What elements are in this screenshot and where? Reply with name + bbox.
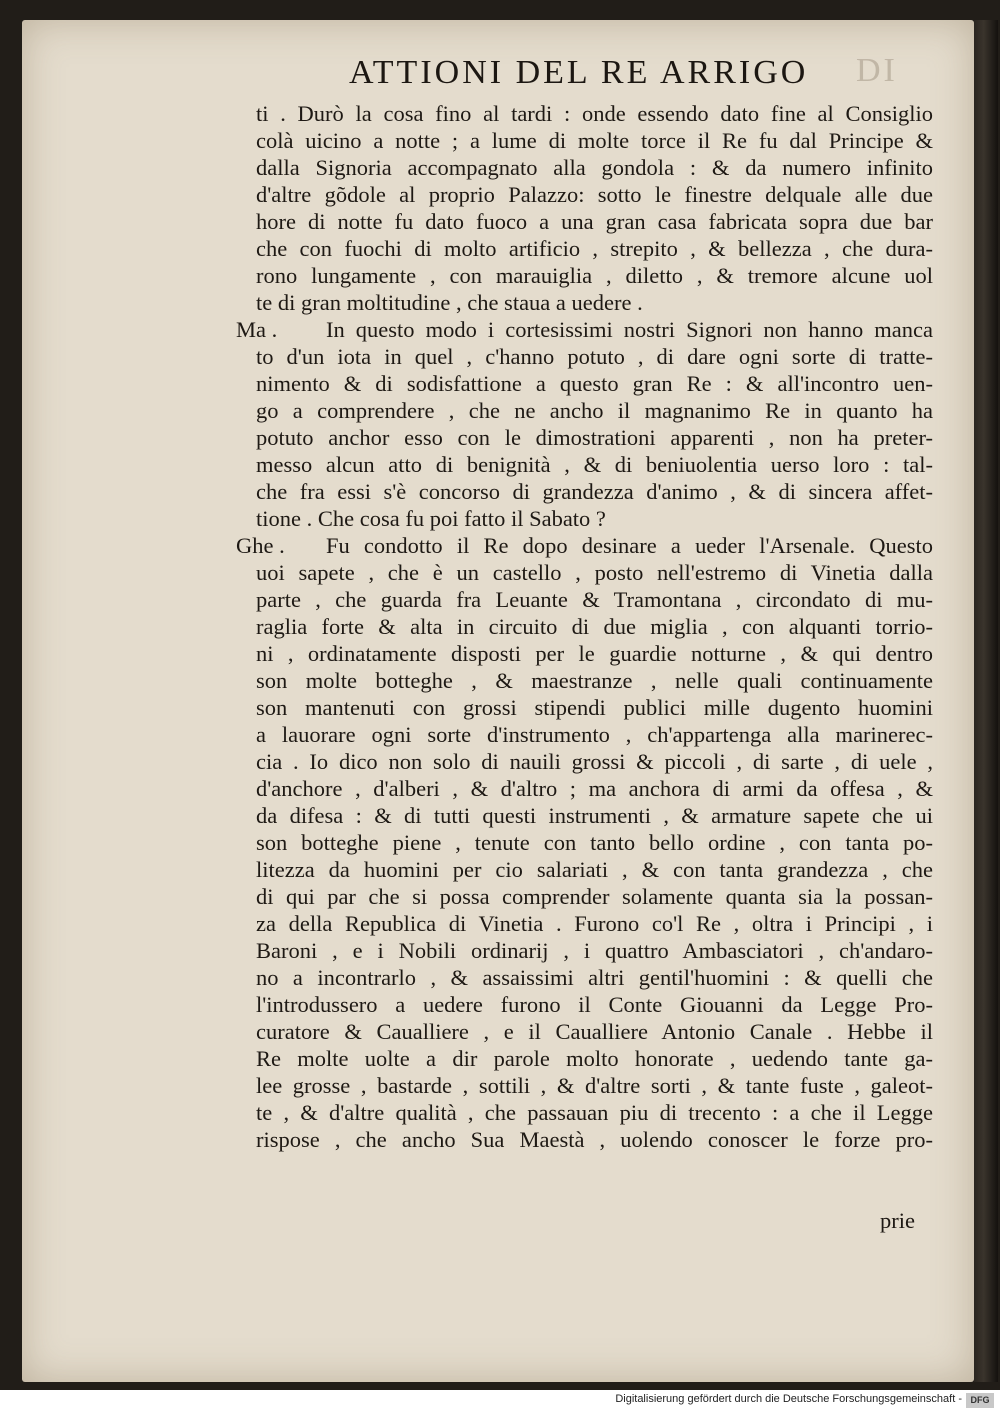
text-line: potuto anchor esso con le dimostrationi apparenti , non ha preter- — [256, 425, 933, 450]
text-line: parte , che guarda fra Leuante & Tramontana , circondato di mu- — [256, 587, 933, 612]
text-line: to d'un iota in quel , c'hanno potuto , di dare ogni sorte di tratte- — [256, 344, 933, 369]
text-line: raglia forte & alta in circuito di due miglia , con alquanti torrio- — [256, 614, 933, 639]
text-line: a lauorare ogni sorte d'instrumento , ch'appartenga alla marinerec- — [256, 722, 933, 747]
footer-bar — [0, 1390, 1000, 1411]
text-line: l'introdussero a uedere furono il Conte Giouanni da Legge Pro- — [256, 992, 933, 1017]
text-line: no a incontrarlo , & assaissimi altri gentil'huomini : & quelli che — [256, 965, 933, 990]
text-line: d'altre gõdole al proprio Palazzo: sotto le finestre delquale alle due — [256, 182, 933, 207]
speaker-label: Ma . — [236, 317, 278, 342]
text-line: uoi sapete , che è un castello , posto nell'estremo di Vinetia dalla — [256, 560, 933, 585]
text-line: da difesa : & di tutti questi instrumenti , & armature sapete che ui — [256, 803, 933, 828]
text-line: Fu condotto il Re dopo desinare a ueder l'Arsenale. Questo — [326, 533, 933, 558]
text-line: ni , ordinatamente disposti per le guardie notturne , & qui dentro — [256, 641, 933, 666]
speaker-label: Ghe . — [236, 533, 285, 558]
text-line: messo alcun atto di benignità , & di beniuolentia uerso loro : tal- — [256, 452, 933, 477]
text-line: son botteghe piene , tenute con tanto bello ordine , con tanta po- — [256, 830, 933, 855]
text-line: te , & d'altre qualità , che passauan piu di trecento : a che il Legge — [256, 1100, 933, 1125]
dfg-logo-icon: DFG — [966, 1393, 994, 1408]
text-line: che fra essi s'è concorso di grandezza d'animo , & di sincera affet- — [256, 479, 933, 504]
text-line: rispose , che ancho Sua Maestà , uolendo conoscer le forze pro- — [256, 1127, 933, 1152]
text-line: cia . Io dico non solo di nauili grossi & piccoli , di sarte , di uele , — [256, 749, 933, 774]
text-line: d'anchore , d'alberi , & d'altro ; ma anchora di armi da offesa , & — [256, 776, 933, 801]
catchword: prie — [880, 1208, 915, 1233]
text-line: ti . Durò la cosa fino al tardi : onde essendo dato fine al Consiglio — [256, 101, 933, 126]
text-line: Baroni , e i Nobili ordinarij , i quattro Ambasciatori , ch'andaro- — [256, 938, 933, 963]
text-line: lee grosse , bastarde , sottili , & d'altre sorti , & tante fuste , galeot- — [256, 1073, 933, 1098]
text-line: che con fuochi di molto artificio , strepito , & bellezza , che dura- — [256, 236, 933, 261]
text-line: dalla Signoria accompagnato alla gondola : & da numero infinito — [256, 155, 933, 180]
running-head: ATTIONI DEL RE ARRIGO — [349, 54, 809, 91]
text-line: nimento & di sodisfattione a questo gran Re : & all'incontro uen- — [256, 371, 933, 396]
text-line: go a comprendere , che ne ancho il magnanimo Re in quanto ha — [256, 398, 933, 423]
text-line: tione . Che cosa fu poi fatto il Sabato ? — [256, 506, 606, 531]
text-line: son mantenuti con grossi stipendi publici mille dugento huomini — [256, 695, 933, 720]
text-line: te di gran moltitudine , che staua a uedere . — [256, 290, 643, 315]
show-through-text: DI — [856, 52, 898, 89]
text-line: litezza da huomini per cio salariati , & con tanta grandezza , che — [256, 857, 933, 882]
text-line: colà uicino a notte ; a lume di molte torce il Re fu dal Principe & — [256, 128, 933, 153]
text-line: son molte botteghe , & maestranze , nelle quali continuamente — [256, 668, 933, 693]
text-line: curatore & Caualliere , e il Caualliere Antonio Canale . Hebbe il — [256, 1019, 933, 1044]
text-line: Re molte uolte a dir parole molto honorate , uedendo tante ga- — [256, 1046, 933, 1071]
text-line: di qui par che si possa comprender solamente quanta sia la possan- — [256, 884, 933, 909]
text-line: hore di notte fu dato fuoco a una gran casa fabricata sopra due bar — [256, 209, 933, 234]
text-line: za della Republica di Vinetia . Furono co'l Re , oltra i Principi , i — [256, 911, 933, 936]
footer-credit: Digitalisierung gefördert durch die Deutsche Forschungsgemeinschaft - — [615, 1393, 962, 1405]
text-line: In questo modo i cortesissimi nostri Signori non hanno manca — [326, 317, 933, 342]
text-line: rono lungamente , con marauiglia , diletto , & tremore alcune uol — [256, 263, 933, 288]
page-edge — [974, 20, 998, 1382]
